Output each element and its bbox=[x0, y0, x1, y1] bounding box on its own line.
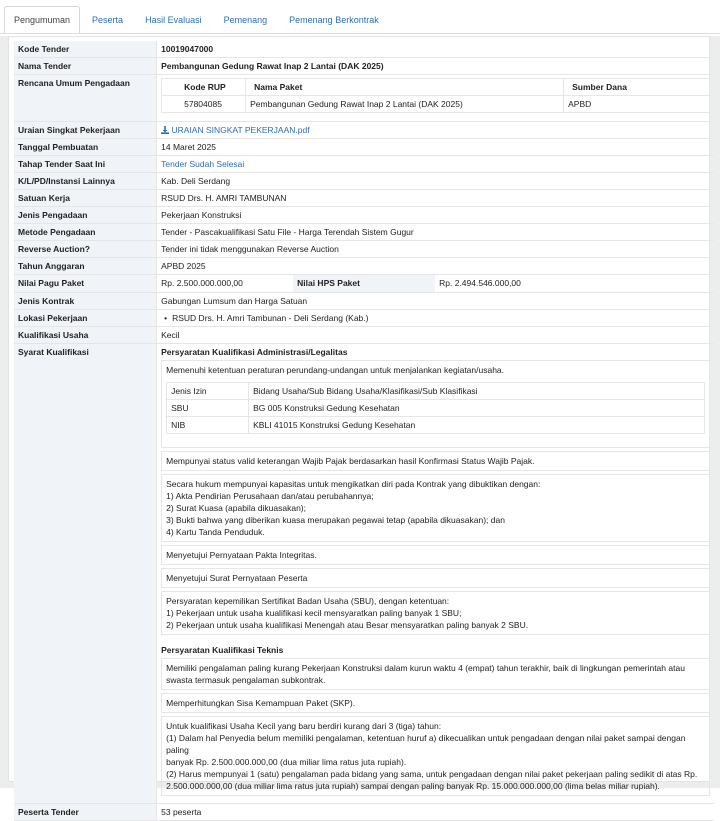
row-kode-tender bbox=[14, 41, 714, 58]
admin-intro-box bbox=[161, 360, 710, 448]
label-hps: Nilai HPS Paket bbox=[293, 275, 435, 292]
pakta-box bbox=[161, 545, 710, 565]
label-metode: Metode Pengadaan bbox=[14, 224, 157, 241]
izin-header-bidang: Bidang Usaha/Sub Bidang Usaha/Klasifikasi/Sub Klasifikasi bbox=[249, 383, 705, 400]
izin-type: SBU bbox=[167, 400, 249, 417]
value-kualifikasi: Kecil bbox=[157, 327, 714, 344]
tab-pemenang-berkontrak[interactable]: Pemenang Berkontrak bbox=[289, 15, 379, 25]
pajak-box bbox=[161, 451, 710, 471]
label-kontrak: Jenis Kontrak bbox=[14, 293, 157, 310]
label-tahap: Tahap Tender Saat Ini bbox=[14, 156, 157, 173]
label-jenis: Jenis Pengadaan bbox=[14, 207, 157, 224]
row-syarat bbox=[14, 344, 714, 804]
value-nama-tender: Pembangunan Gedung Rawat Inap 2 Lantai (DAK 2025) bbox=[157, 58, 714, 75]
row-rup bbox=[14, 75, 714, 122]
uraian-download-link[interactable] bbox=[161, 125, 309, 135]
label-lokasi: Lokasi Pekerjaan bbox=[14, 310, 157, 327]
value-rup bbox=[157, 75, 714, 122]
teknis-section-title: Persyaratan Kualifikasi Teknis bbox=[161, 645, 284, 655]
hukum-line: 4) Kartu Tanda Penduduk. bbox=[166, 527, 265, 537]
label-klpd: K/L/PD/Instansi Lainnya bbox=[14, 173, 157, 190]
tab-pengumuman[interactable]: Pengumuman bbox=[4, 6, 80, 34]
peserta-box bbox=[161, 568, 710, 588]
peserta-text: Menyetujui Surat Pernyataan Peserta bbox=[166, 573, 308, 583]
rup-nama: Pembangunan Gedung Rawat Inap 2 Lantai (DAK 2025) bbox=[246, 96, 564, 113]
value-reverse: Tender ini tidak menggunakan Reverse Auction bbox=[157, 241, 714, 258]
label-tanggal: Tanggal Pembuatan bbox=[14, 139, 157, 156]
usaha-baru-box bbox=[161, 716, 710, 796]
value-tahap bbox=[157, 156, 714, 173]
announcement-panel bbox=[8, 36, 710, 817]
row-satker bbox=[14, 190, 714, 207]
pengalaman-box bbox=[161, 658, 710, 690]
tahap-link[interactable]: Tender Sudah Selesai bbox=[161, 159, 245, 169]
row-klpd bbox=[14, 173, 714, 190]
tab-hasil-evaluasi[interactable]: Hasil Evaluasi bbox=[145, 15, 202, 25]
hps-amount: Rp. 2.494.546.000,00 bbox=[439, 278, 521, 288]
hukum-box bbox=[161, 474, 710, 542]
value-satker: RSUD Drs. H. AMRI TAMBUNAN bbox=[157, 190, 714, 207]
tender-detail-table bbox=[14, 41, 714, 821]
value-klpd: Kab. Deli Serdang bbox=[157, 173, 714, 190]
label-satker: Satuan Kerja bbox=[14, 190, 157, 207]
row-metode bbox=[14, 224, 714, 241]
admin-section-title: Persyaratan Kualifikasi Administrasi/Legalitas bbox=[161, 347, 348, 357]
rup-sumber: APBD bbox=[564, 96, 710, 113]
label-peserta-tender: Peserta Tender bbox=[14, 804, 157, 821]
skp-text: Memperhitungkan Sisa Kemampuan Paket (SKP). bbox=[166, 698, 356, 708]
izin-bidang: KBLI 41015 Konstruksi Gedung Kesehatan bbox=[249, 417, 705, 434]
label-uraian: Uraian Singkat Pekerjaan bbox=[14, 122, 157, 139]
label-rup: Rencana Umum Pengadaan bbox=[14, 75, 157, 122]
value-uraian bbox=[157, 122, 714, 139]
uraian-filename: URAIAN SINGKAT PEKERJAAN.pdf bbox=[171, 125, 310, 135]
row-pagu bbox=[14, 275, 714, 293]
row-tahap bbox=[14, 156, 714, 173]
tab-pemenang[interactable]: Pemenang bbox=[223, 15, 268, 25]
rup-header-sumber: Sumber Dana bbox=[564, 79, 710, 96]
pakta-text: Menyetujui Pernyataan Pakta Integritas. bbox=[166, 550, 317, 560]
label-syarat: Syarat Kualifikasi bbox=[14, 344, 157, 804]
tab-divider bbox=[0, 33, 720, 34]
admin-intro: Memenuhi ketentuan peraturan perundang-undangan untuk menjalankan kegiatan/usaha. bbox=[166, 365, 505, 375]
izin-header-jenis: Jenis Izin bbox=[167, 383, 249, 400]
value-lokasi bbox=[157, 310, 714, 327]
value-pagu bbox=[157, 275, 714, 293]
usaha-baru-line: banyak Rp. 2.500.000.000,00 (dua miliar lima ratus juta rupiah). bbox=[166, 757, 407, 767]
hukum-line: 1) Akta Pendirian Perusahaan dan/atau perubahannya; bbox=[166, 491, 374, 501]
label-tahun: Tahun Anggaran bbox=[14, 258, 157, 275]
row-lokasi bbox=[14, 310, 714, 327]
value-metode: Tender - Pascakualifikasi Satu File - Harga Terendah Sistem Gugur bbox=[157, 224, 714, 241]
row-jenis bbox=[14, 207, 714, 224]
izin-table bbox=[166, 382, 705, 434]
row-tanggal bbox=[14, 139, 714, 156]
pagu-amount: Rp. 2.500.000.000,00 bbox=[161, 278, 243, 288]
label-kode-tender: Kode Tender bbox=[14, 41, 157, 58]
sbu-line: 2) Pekerjaan untuk usaha kualifikasi Menengah atau Besar mensyaratkan paling banyak 2 SBU. bbox=[166, 620, 529, 630]
label-nama-tender: Nama Tender bbox=[14, 58, 157, 75]
pengalaman-line: Memiliki pengalaman paling kurang Pekerjaan Konstruksi dalam kurun waktu 4 (empat) tahun terakhir, baik di lingkungan pemerintah atau bbox=[166, 663, 685, 673]
label-kualifikasi: Kualifikasi Usaha bbox=[14, 327, 157, 344]
row-kualifikasi bbox=[14, 327, 714, 344]
value-syarat bbox=[157, 344, 714, 804]
rup-table bbox=[161, 78, 710, 113]
sbu-line: Persyaratan kepemilikan Sertifikat Badan Usaha (SBU), dengan ketentuan: bbox=[166, 596, 450, 606]
sbu-box bbox=[161, 591, 710, 635]
tab-bar bbox=[0, 0, 720, 36]
label-reverse: Reverse Auction? bbox=[14, 241, 157, 258]
hukum-line: 3) Bukti bahwa yang diberikan kuasa merupakan pegawai tetap (apabila dikuasakan); dan bbox=[166, 515, 505, 525]
row-reverse bbox=[14, 241, 714, 258]
row-peserta-tender bbox=[14, 804, 714, 821]
row-nama-tender bbox=[14, 58, 714, 75]
izin-bidang: BG 005 Konstruksi Gedung Kesehatan bbox=[249, 400, 705, 417]
row-kontrak bbox=[14, 293, 714, 310]
value-tanggal: 14 Maret 2025 bbox=[157, 139, 714, 156]
usaha-baru-line: (2) Harus mempunyai 1 (satu) pengalaman pada bidang yang sama, untuk pengadaan dengan nilai paket pekerjaan paling sedikit di atas Rp. bbox=[166, 769, 698, 779]
pajak-text: Mempunyai status valid keterangan Wajib Pajak berdasarkan hasil Konfirmasi Status Wajib Pajak. bbox=[166, 456, 535, 466]
value-tahun: APBD 2025 bbox=[157, 258, 714, 275]
value-kode-tender: 10019047000 bbox=[157, 41, 714, 58]
value-peserta-tender: 53 peserta bbox=[157, 804, 714, 821]
download-icon bbox=[161, 125, 169, 135]
row-uraian bbox=[14, 122, 714, 139]
rup-header-kode: Kode RUP bbox=[162, 79, 246, 96]
tab-peserta[interactable]: Peserta bbox=[92, 15, 124, 25]
skp-box bbox=[161, 693, 710, 713]
hukum-line: Secara hukum mempunyai kapasitas untuk mengikatkan diri pada Kontrak yang dibuktikan dengan: bbox=[166, 479, 541, 489]
rup-kode: 57804085 bbox=[162, 96, 246, 113]
value-jenis: Pekerjaan Konstruksi bbox=[157, 207, 714, 224]
izin-type: NIB bbox=[167, 417, 249, 434]
label-pagu: Nilai Pagu Paket bbox=[14, 275, 157, 293]
lokasi-item: • RSUD Drs. H. Amri Tambunan - Deli Serdang (Kab.) bbox=[161, 313, 710, 323]
sbu-line: 1) Pekerjaan untuk usaha kualifikasi kecil mensyaratkan paling banyak 1 SBU; bbox=[166, 608, 462, 618]
usaha-baru-line: 2.500.000.000,00 (dua miliar lima ratus juta rupiah) sampai dengan paling banyak Rp. 15.000.000.000,00 (lima belas miliar rupiah). bbox=[166, 781, 660, 791]
row-tahun bbox=[14, 258, 714, 275]
hukum-line: 2) Surat Kuasa (apabila dikuasakan); bbox=[166, 503, 306, 513]
value-kontrak: Gabungan Lumsum dan Harga Satuan bbox=[157, 293, 714, 310]
usaha-baru-line: (1) Dalam hal Penyedia belum memiliki pengalaman, ketentuan huruf a) dikecualikan untuk pengadaan dengan nilai paket sampai dengan paling bbox=[166, 733, 686, 755]
rup-header-nama: Nama Paket bbox=[246, 79, 564, 96]
usaha-baru-line: Untuk kualifikasi Usaha Kecil yang baru berdiri kurang dari 3 (tiga) tahun: bbox=[166, 721, 442, 731]
pengalaman-line: swasta termasuk pengalaman subkontrak. bbox=[166, 675, 326, 685]
